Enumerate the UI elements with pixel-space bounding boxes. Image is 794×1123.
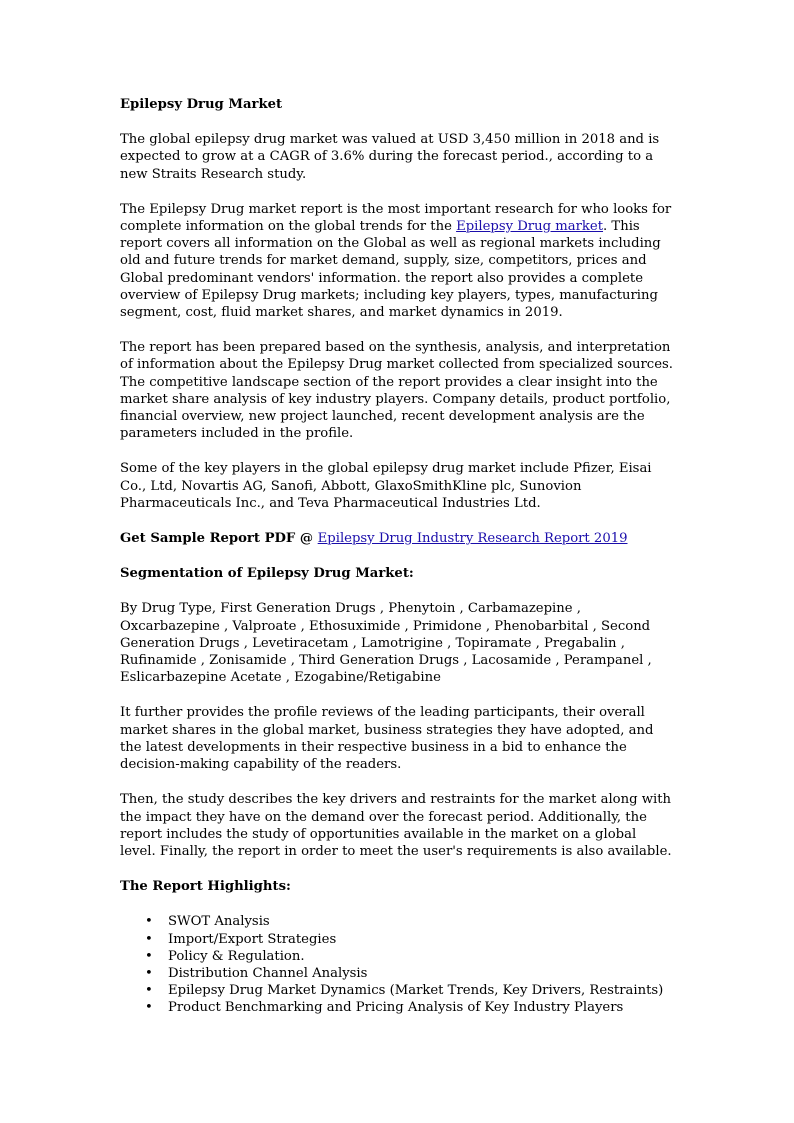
intro-paragraph: The global epilepsy drug market was valued at USD 3,450 million in 2018 and is expected to grow at a CAGR of 3.6% during the forecast period., according to a new Straits Research study. (120, 132, 660, 182)
segmentation-paragraph: By Drug Type, First Generation Drugs , Phenytoin , Carbamazepine , Oxcarbazepine , Valproate , Ethosuximide , Primidone , Phenobarbital , Second Generation Drugs , Levetiracetam , Lamotrigine , Topiramate , Pregabalin , Rufinamide , Zonisamide , Third Generation Drugs , Lacosamide , Perampanel , Eslicarbazepine Acetate , Ezogabine/Retigabine (120, 601, 652, 686)
sample-report-line (120, 530, 676, 547)
report-overview-paragraph (120, 201, 676, 321)
highlights-list (120, 913, 676, 1016)
page-title: Epilepsy Drug Market (120, 97, 283, 112)
list-item: • Distribution Channel Analysis (168, 965, 676, 982)
list-item: • Epilepsy Drug Market Dynamics (Market Trends, Key Drivers, Restraints) (168, 982, 676, 999)
overview-text-end: . This report covers all information on the Global as well as regional markets including old and future trends for market demand, supply, size, competitors, prices and Global predominant vendors' information. the report also provides a complete overview of Epilepsy Drug markets; including key players, types, manufacturing segment, cost, fluid market shares, and market dynamics in 2019. (120, 219, 661, 321)
list-item: • Product Benchmarking and Pricing Analysis of Key Industry Players (168, 999, 676, 1016)
report-preparation-paragraph: The report has been prepared based on the synthesis, analysis, and interpretation of information about the Epilepsy Drug market collected from specialized sources. The competitive landscape section of the report provides a clear insight into the market share analysis of key industry players. Company details, product portfolio, financial overview, new project launched, recent development analysis are the parameters included in the profile. (120, 340, 673, 442)
profile-reviews-paragraph: It further provides the profile reviews of the leading participants, their overall market shares in the global market, business strategies they have adopted, and the latest developments in their respective business in a bid to enhance the decision-making capability of the readers. (120, 705, 654, 773)
key-players-paragraph: Some of the key players in the global epilepsy drug market include Pfizer, Eisai Co., Ltd, Novartis AG, Sanofi, Abbott, GlaxoSmithKline plc, Sunovion Pharmaceuticals Inc., and Teva Pharmaceutical Industries Ltd. (120, 461, 652, 511)
document-page (120, 96, 676, 1017)
epilepsy-drug-market-link[interactable]: Epilepsy Drug market (456, 219, 604, 235)
list-item: • SWOT Analysis (168, 913, 676, 930)
highlights-heading: The Report Highlights: (120, 879, 291, 895)
overview-text-start: The Epilepsy Drug market report is the most important research for who looks for complete information on the global trends for the (120, 201, 672, 235)
sample-report-label: Get Sample Report PDF @ (120, 531, 318, 547)
list-item: • Import/Export Strategies (168, 931, 676, 948)
drivers-restraints-paragraph: Then, the study describes the key drivers and restraints for the market along with the impact they have on the demand over the forecast period. Additionally, the report includes the study of opportunities available in the market on a global level. Finally, the report in order to meet the user's requirements is also available. (120, 792, 672, 859)
list-item: • Policy & Regulation. (168, 948, 676, 965)
segmentation-heading: Segmentation of Epilepsy Drug Market: (120, 566, 414, 582)
sample-report-link[interactable]: Epilepsy Drug Industry Research Report 2019 (317, 531, 628, 547)
